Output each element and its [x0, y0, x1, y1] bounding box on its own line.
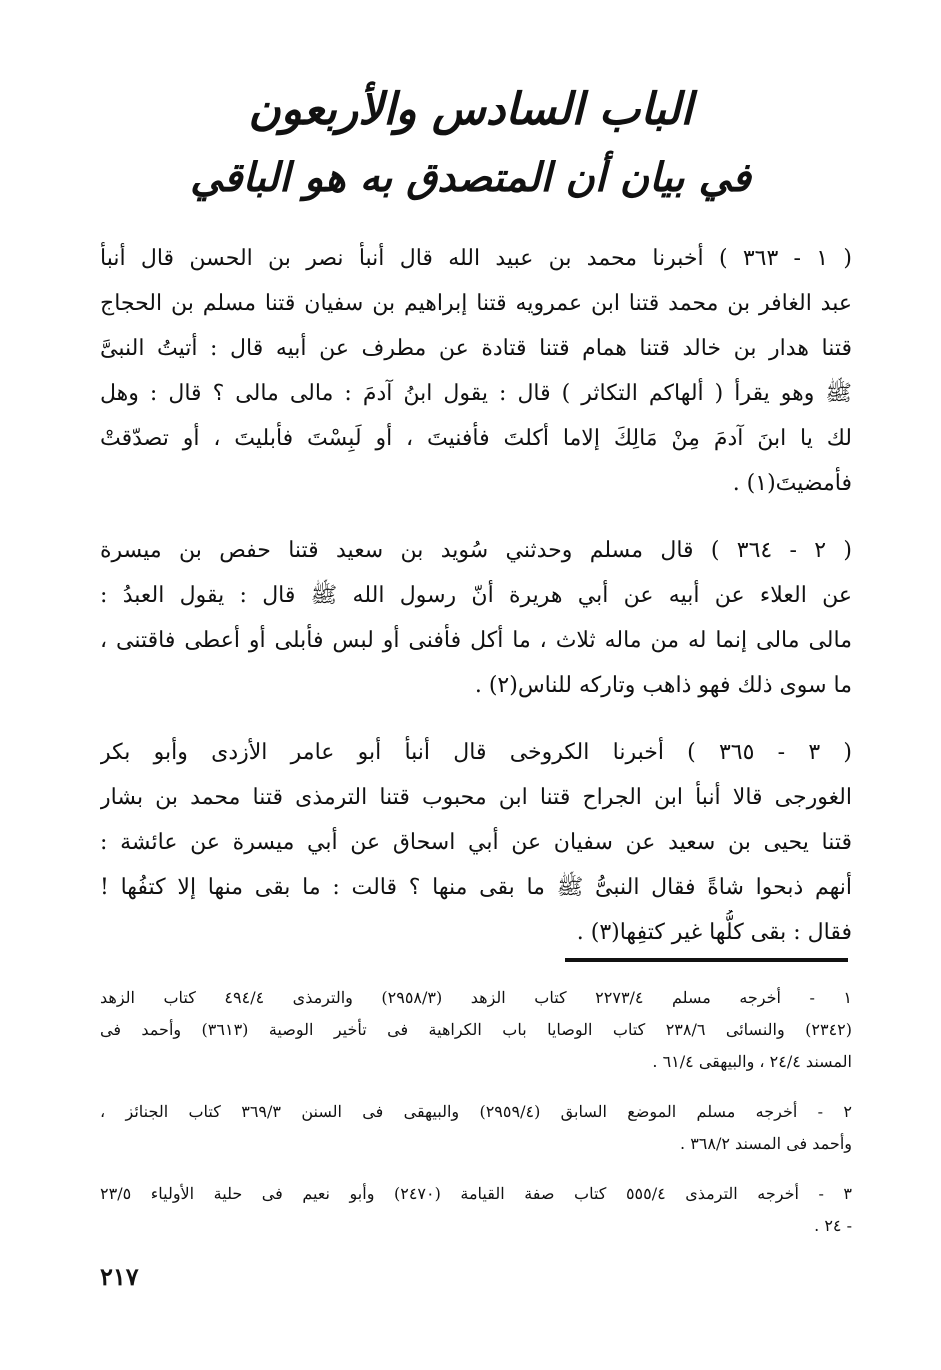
footnote-line: ٣ - أخرجه الترمذى ٥٥٥/٤ كتاب صفة القيامة (٢٤٧٠) وأبو نعيم فى حلية الأولياء ٢٣/٥ — [100, 1184, 852, 1203]
text-line: ( ٢ - ٣٦٤ ) قال مسلم وحدثني سُويد بن سعيد قتنا حفص بن ميسرة — [100, 538, 852, 563]
footnote-2 — [100, 1096, 852, 1160]
footnote-1 — [100, 982, 852, 1078]
text-line: قتنا هدار بن خالد قتنا همام قتنا قتادة عن مطرف عن أبيه قال : أتيتُ النبىَّ — [100, 336, 852, 361]
text-line: لك يا ابنَ آدمَ مِنْ مَالِكَ إلاما أكلتَ فأفنيتَ ، أو لَبِسْتَ فأبليتَ ، أو تصدّقتْ — [100, 426, 852, 451]
footnote-separator — [565, 958, 848, 962]
footnote-line: ١ - أخرجه مسلم ٢٢٧٣/٤ كتاب الزهد (٢٩٥٨/٣) والترمذى ٤٩٤/٤ كتاب الزهد — [100, 988, 852, 1007]
footnotes — [100, 982, 852, 1260]
text-line: ﷺ وهو يقرأ ( ألهاكم التكاثر ) قال : يقول ابنُ آدمَ : مالى مالى ؟ قال : وهل — [100, 381, 852, 406]
footnote-line: وأحمد فى المسند ٣٦٨/٢ . — [680, 1134, 852, 1153]
footnote-line: - ٢٤ . — [814, 1216, 852, 1235]
text-line: أنهم ذبحوا شاةً فقال النبىُّ ﷺ ما بقى منها ؟ قالت : ما بقى منها إلا كتفُها ! — [100, 875, 852, 900]
text-line: ( ٣ - ٣٦٥ ) أخبرنا الكروخى قال أنبأ أبو عامر الأزدى وأبو بكر — [100, 740, 852, 765]
text-line: فقال : بقى كلُّها غير كتفِها(٣) . — [576, 920, 852, 945]
hadith-paragraph-364 — [100, 528, 852, 708]
text-line: ما سوى ذلك فهو ذاهب وتاركه للناس(٢) . — [474, 673, 852, 698]
footnote-line: ٢ - أخرجه مسلم الموضع السابق (٢٩٥٩/٤) والبيهقى فى السنن ٣٦٩/٣ كتاب الجنائز ، — [100, 1102, 852, 1121]
hadith-paragraph-363 — [100, 236, 852, 506]
footnote-line: (٢٣٤٢) والنسائى ٢٣٨/٦ كتاب الوصايا باب الكراهية فى تأخير الوصية (٣٦١٣) وأحمد فى — [100, 1020, 852, 1039]
hadith-paragraph-365 — [100, 730, 852, 955]
text-line: فأمضيتَ(١) . — [732, 471, 852, 496]
chapter-title: الباب السادس والأربعون — [248, 84, 693, 135]
text-line: عن العلاء عن أبيه عن أبي هريرة أنّ رسول الله ﷺ قال : يقول العبدُ : — [100, 583, 852, 608]
main-text — [100, 236, 852, 977]
text-line: الغورجى قالا أنبأ ابن الجراح قتنا ابن محبوب قتنا الترمذى قتنا محمد بن بشار — [100, 785, 852, 810]
footnote-3 — [100, 1178, 852, 1242]
text-line: ( ١ - ٣٦٣ ) أخبرنا محمد بن عبيد الله قال أنبأ نصر بن الحسن قال أنبأ — [100, 246, 852, 271]
chapter-subtitle: في بيان أن المتصدق به هو الباقي — [190, 154, 751, 201]
page-number: ٢١٧ — [100, 1262, 139, 1291]
text-line: مالى مالى إنما له من ماله ثلاث ، ما أكل فأفنى أو لبس فأبلى أو أعطى فاقتنى ، — [100, 628, 852, 653]
text-line: عبد الغافر بن محمد قتنا ابن عمرويه قتنا إبراهيم بن سفيان قتنا مسلم بن الحجاج — [100, 291, 852, 316]
text-line: قتنا يحيى بن سعيد عن سفيان عن أبي اسحاق عن أبي ميسرة عن عائشة : — [100, 830, 852, 855]
footnote-line: المسند ٢٤/٤ ، والبيهقى ٦١/٤ . — [652, 1052, 852, 1071]
